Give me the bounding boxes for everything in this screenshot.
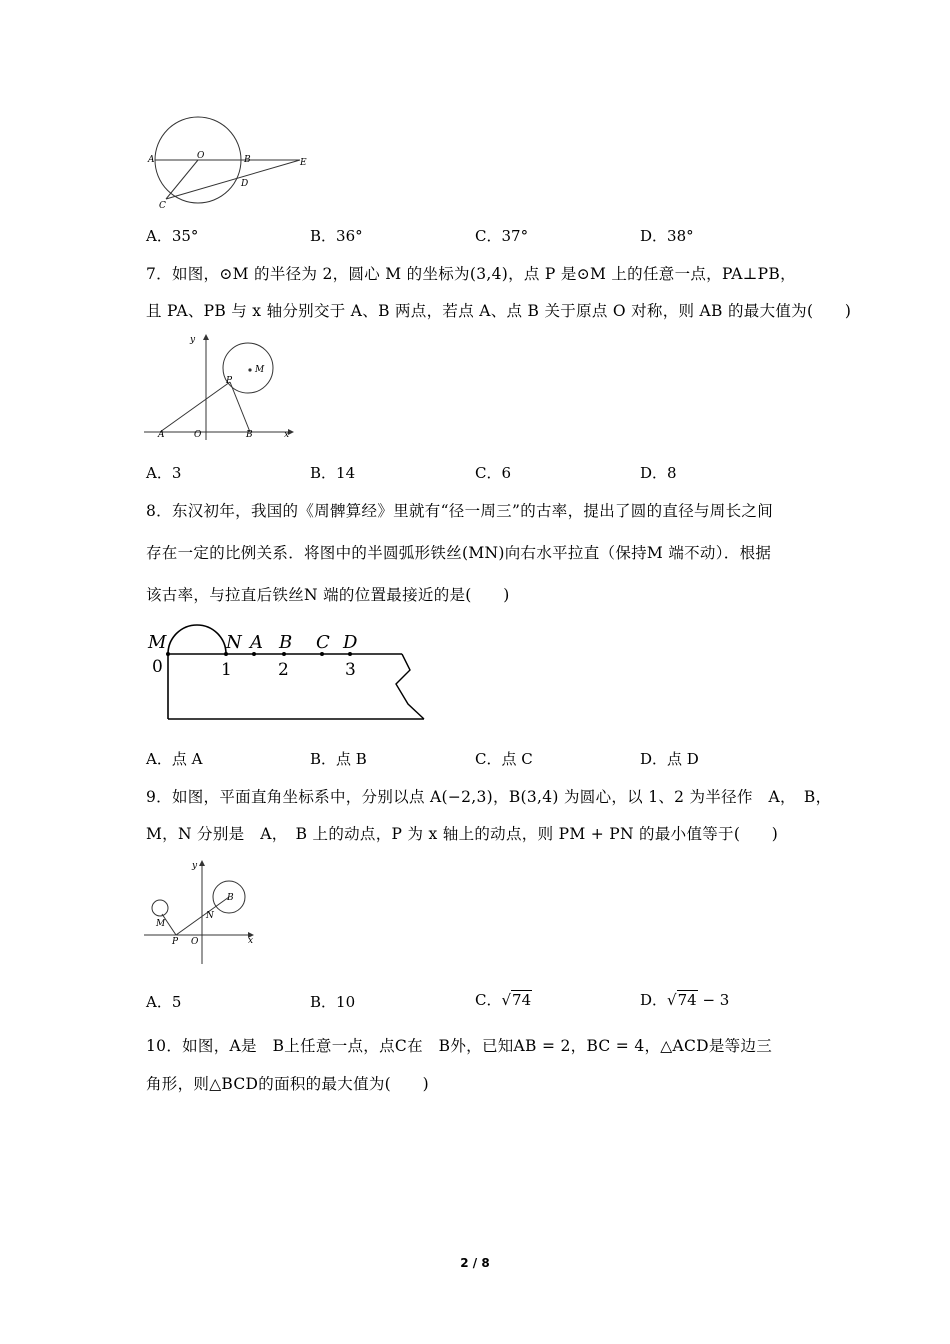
q7-line1: 7．如图，⊙M 的半径为 2，圆心 M 的坐标为(3,4)，点 P 是⊙M 上的任意一点，PA⊥PB，: [146, 265, 796, 283]
q9-option-a: A．5: [146, 993, 182, 1011]
label-m: M: [255, 365, 265, 375]
q7-option-d: D．8: [640, 464, 677, 482]
q8-option-a: A．点 A: [146, 750, 203, 768]
q7-line2: 且 PA、PB 与 x 轴分别交于 A、B 两点，若点 A、点 B 关于原点 O 对称，则 AB 的最大值为( ): [146, 302, 852, 320]
label-a: A: [158, 430, 165, 440]
line-pb: [230, 382, 250, 432]
label-0: 0: [152, 657, 163, 677]
label-a: A: [148, 155, 155, 165]
label-e: E: [300, 158, 307, 168]
figure-q9-axes: [140, 856, 265, 968]
label-n: N: [226, 632, 242, 653]
line-ce: [166, 160, 300, 199]
q8-line3: 该古率，与拉直后铁丝N 端的位置最接近的是( ): [146, 586, 510, 604]
sqrt-symbol: √74: [501, 991, 532, 1009]
center-m: [248, 368, 251, 371]
q6-option-a: A．35°: [146, 227, 199, 245]
label-o: O: [191, 937, 199, 947]
q8-line1: 8．东汉初年，我国的《周髀算经》里就有“径一周三”的古率，提出了圆的直径与周长之间: [146, 502, 774, 520]
label-o: O: [197, 151, 205, 161]
ruler-break: [396, 654, 424, 719]
q6-option-d: D．38°: [640, 227, 694, 245]
label-c: C: [316, 632, 330, 653]
label-c: C: [159, 201, 166, 211]
label-x: x: [284, 430, 290, 440]
q9-option-c: [475, 989, 532, 1010]
radicand: 74: [512, 991, 532, 1009]
label-p: P: [172, 937, 179, 947]
label-b: B: [227, 893, 234, 903]
minus-three: − 3: [697, 991, 730, 1009]
q9-option-d: [640, 989, 729, 1010]
label-y: y: [192, 861, 198, 871]
y-axis-arrow: [203, 334, 209, 340]
figure-q6-circle: [140, 118, 320, 218]
label-o: O: [194, 430, 202, 440]
radicand: 74: [677, 991, 697, 1009]
label-2: 2: [278, 660, 289, 680]
dot-m: [166, 652, 170, 656]
figure-q8-ruler: [140, 622, 440, 726]
q8-option-d: D．点 D: [640, 750, 699, 768]
label-b: B: [279, 632, 293, 653]
q7-option-a: A．3: [146, 464, 182, 482]
q10-line2: 角形，则△BCD的面积的最大值为( ): [146, 1075, 429, 1093]
semicircle-mn: [168, 625, 226, 654]
label-a: A: [250, 632, 263, 653]
label-1: 1: [221, 660, 232, 680]
label-3: 3: [345, 660, 356, 680]
q9-option-b: B．10: [310, 993, 356, 1011]
label-d: D: [343, 632, 358, 653]
circle-a: [152, 900, 168, 916]
q6-option-c: C．37°: [475, 227, 529, 245]
q7-option-b: B．14: [310, 464, 356, 482]
page-number: 2 / 8: [460, 1256, 490, 1270]
q8-option-b: B．点 B: [310, 750, 367, 768]
line-co: [166, 160, 198, 199]
label-b: B: [246, 430, 253, 440]
label-m: M: [148, 632, 167, 653]
y-axis-arrow: [199, 860, 205, 866]
label-y: y: [190, 335, 196, 345]
label-m: M: [156, 919, 166, 929]
q10-line1: 10．如图，A是 B上任意一点，点C在 B外，已知AB = 2，BC = 4，△ACD是等边三: [146, 1037, 773, 1055]
label-p: P: [226, 376, 233, 386]
label-x: x: [248, 936, 254, 946]
line-pa: [160, 382, 230, 432]
q9-option-d-prefix: D．: [640, 991, 668, 1009]
figure-q7-axes: [140, 328, 300, 446]
q7-option-c: C．6: [475, 464, 512, 482]
q6-option-b: B．36°: [310, 227, 363, 245]
q9-line2: M，N 分别是 A， B 上的动点，P 为 x 轴上的动点，则 PM + PN 的最小值等于( ): [146, 825, 779, 843]
q8-option-c: C．点 C: [475, 750, 533, 768]
q9-option-c-prefix: C．: [475, 991, 502, 1009]
label-b: B: [244, 155, 251, 165]
sqrt-symbol: √74: [667, 991, 697, 1009]
q9-line1: 9．如图，平面直角坐标系中，分别以点 A(−2,3)，B(3,4) 为圆心，以 1、2 为半径作 A， B，: [146, 788, 832, 806]
label-d: D: [241, 179, 249, 189]
label-n: N: [206, 911, 214, 921]
q8-line2: 存在一定的比例关系．将图中的半圆弧形铁丝(MN)向右水平拉直（保持M 端不动）．根据: [146, 544, 772, 562]
